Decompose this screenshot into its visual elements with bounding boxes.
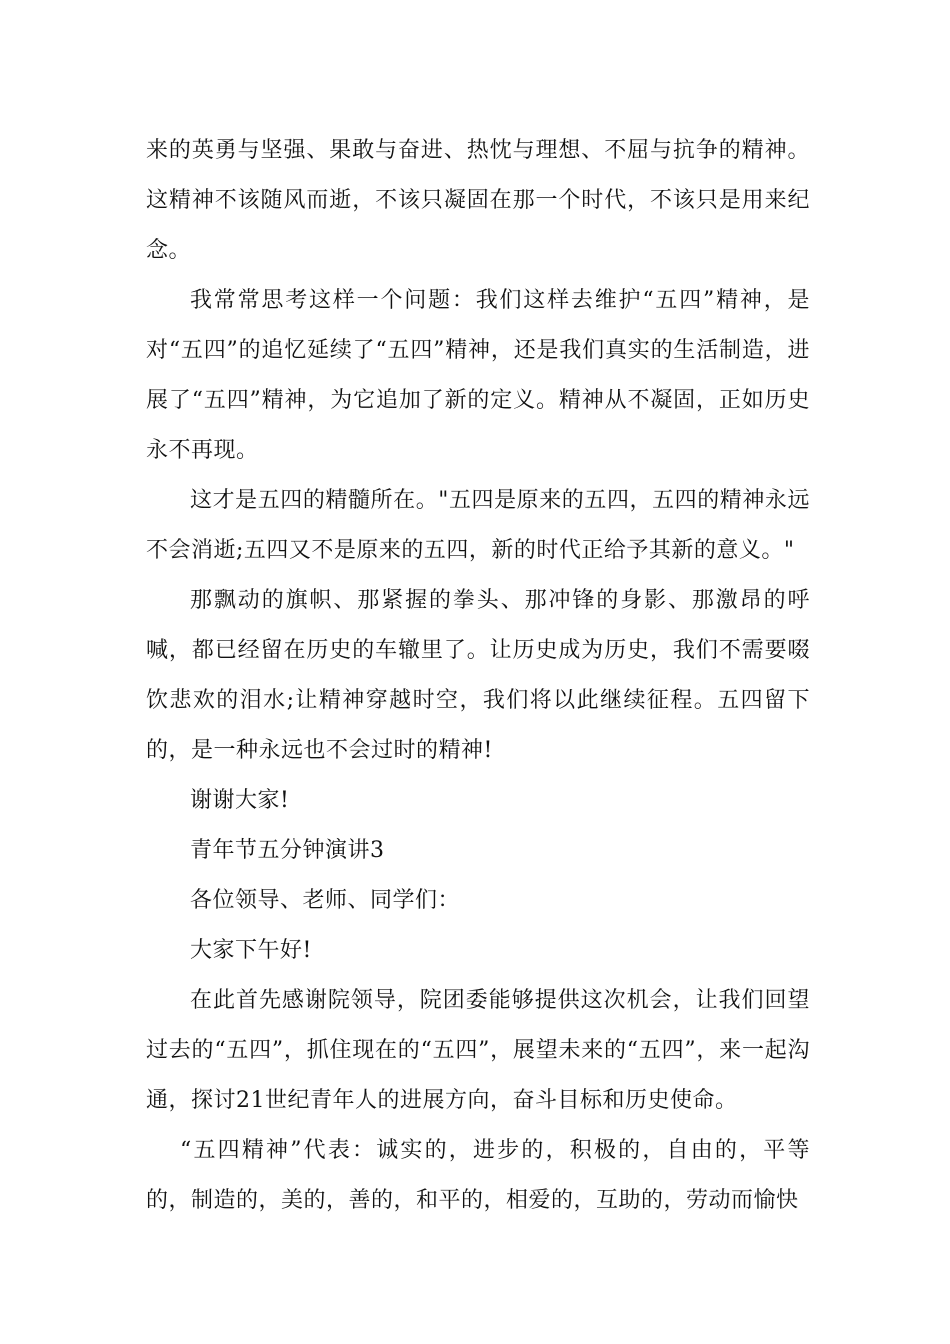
paragraph-9: 在此首先感谢院领导，院团委能够提供这次机会，让我们回望过去的“五四”，抓住现在的“五四”，展望未来的“五四”，来一起沟通，探讨21世纪青年人的进展方向，奋斗目标和历史使命。 <box>146 988 810 1113</box>
document-body <box>146 126 810 1226</box>
closing-thanks: 谢谢大家! <box>190 788 290 813</box>
paragraph-3: 这才是五四的精髓所在。"五四是原来的五四，五四的精神永远不会消逝;五四又不是原来的五四，新的时代正给予其新的意义。" <box>146 488 810 563</box>
salutation: 各位领导、老师、同学们： <box>190 888 461 913</box>
section-heading: 青年节五分钟演讲3 <box>190 838 385 863</box>
paragraph-1: 来的英勇与坚强、果敢与奋进、热忱与理想、不屈与抗争的精神。这精神不该随风而逝，不该只凝固在那一个时代，不该只是用来纪念。 <box>146 138 810 263</box>
paragraph-10: “五四精神”代表：诚实的，进步的，积极的，自由的，平等的，制造的，美的，善的，和平的，相爱的，互助的，劳动而愉快 <box>146 1138 810 1213</box>
greeting: 大家下午好! <box>190 938 312 963</box>
paragraph-2: 我常常思考这样一个问题：我们这样去维护“五四”精神，是对“五四”的追忆延续了“五四”精神，还是我们真实的生活制造，进展了“五四”精神，为它追加了新的定义。精神从不凝固，正如历史永不再现。 <box>146 288 810 463</box>
paragraph-4: 那飘动的旗帜、那紧握的拳头、那冲锋的身影、那激昂的呼喊，都已经留在历史的车辙里了。让历史成为历史，我们不需要啜饮悲欢的泪水;让精神穿越时空，我们将以此继续征程。五四留下的，是一种永远也不会过时的精神! <box>146 588 810 763</box>
